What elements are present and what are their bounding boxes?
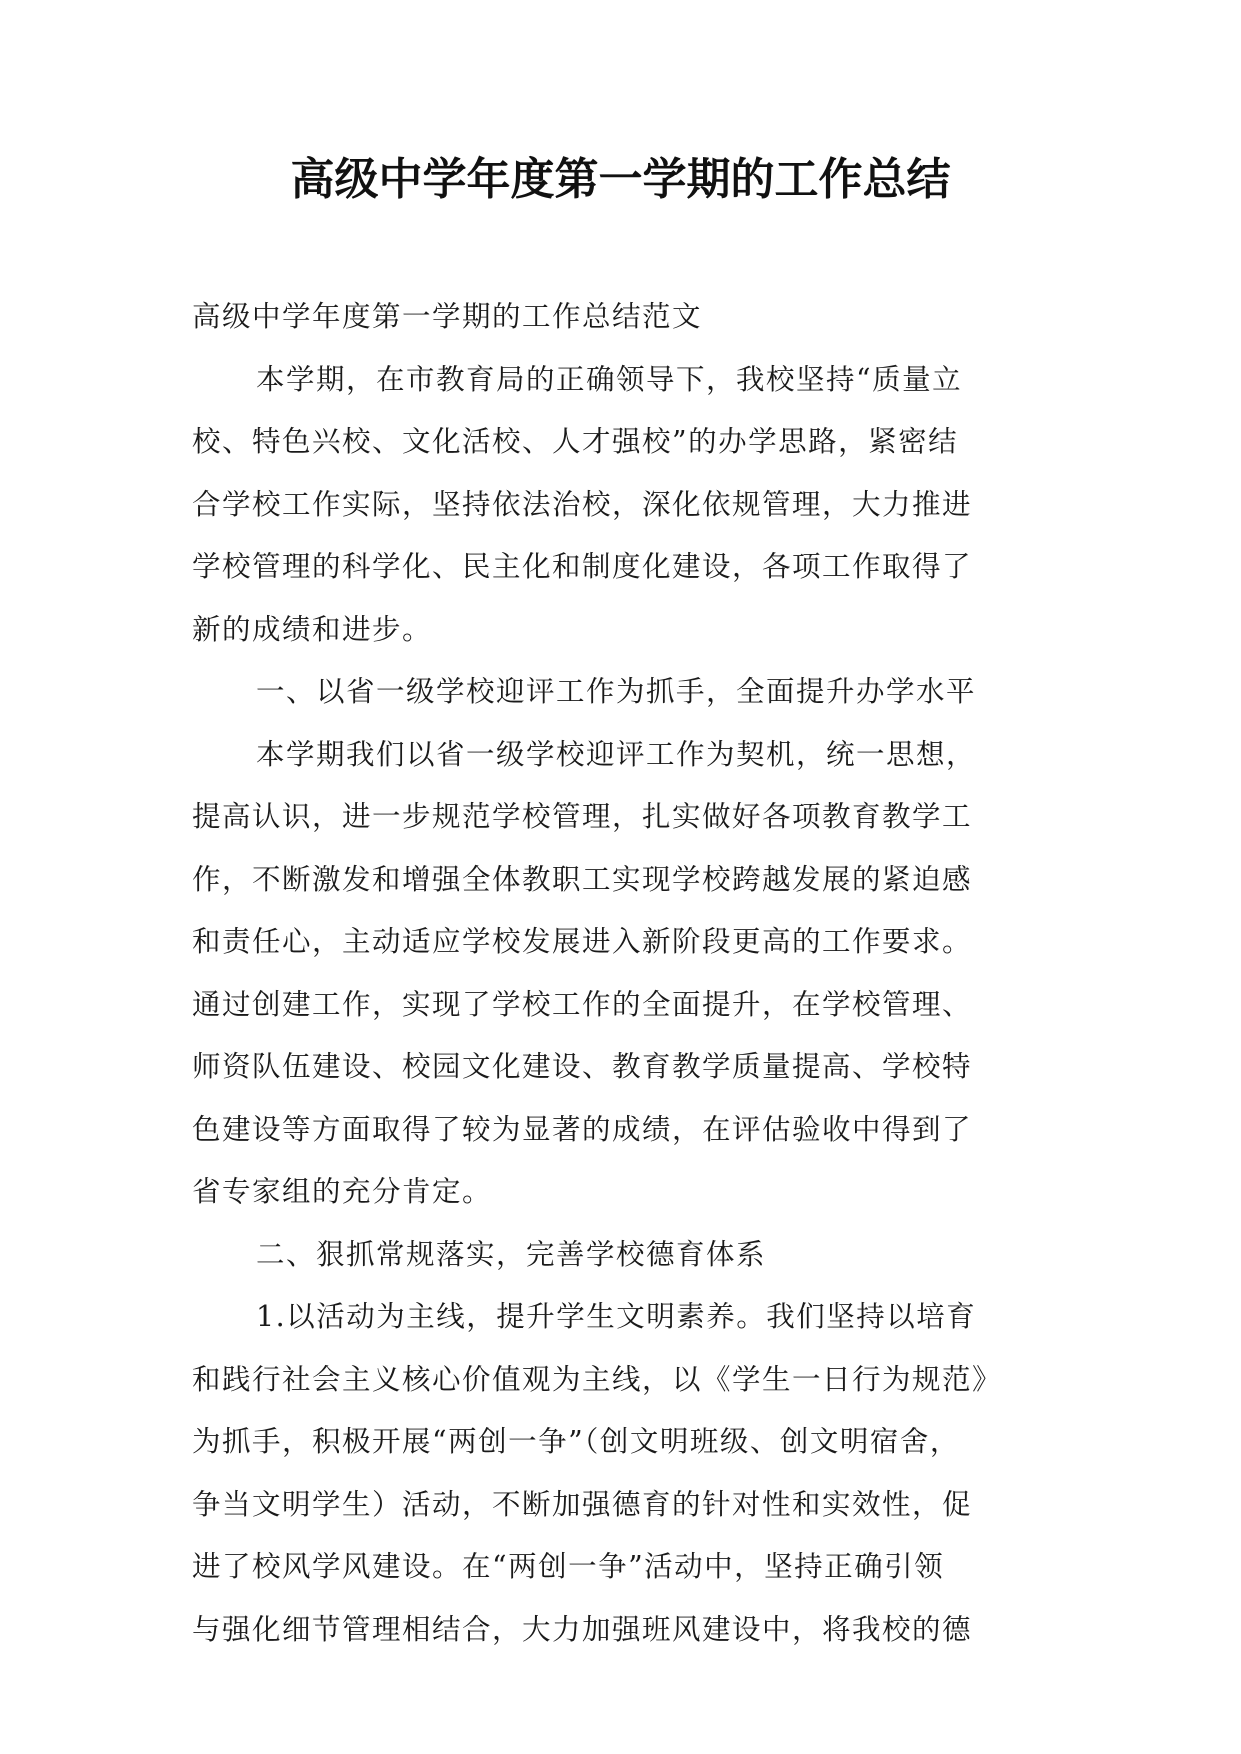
paragraph-line: 学校管理的科学化、民主化和制度化建设，各项工作取得了 [192,550,973,583]
paragraph-line: 校、特色兴校、文化活校、人才强校”的办学思路，紧密结 [192,425,959,458]
document-body [192,286,1068,1661]
paragraph-line: 色建设等方面取得了较为显著的成绩，在评估验收中得到了 [192,1112,973,1146]
paragraph-line: 作，不断激发和增强全体教职工实现学校跨越发展的紧迫感 [192,862,973,896]
paragraph-line: 和践行社会主义核心价值观为主线，以《学生一日行为规范》 [192,1362,1003,1396]
paragraph-line: 与强化细节管理相结合，大力加强班风建设中，将我校的德 [192,1612,973,1646]
section-heading-1: 一、以省一级学校迎评工作为抓手，全面提升办学水平 [256,675,977,708]
paragraph-line: 本学期我们以省一级学校迎评工作为契机，统一思想， [256,737,977,771]
paragraph-line: 新的成绩和进步。 [192,612,433,646]
paragraph-line: 本学期，在市教育局的正确领导下，我校坚持“质量立 [256,362,963,396]
paragraph-line: 进了校风学风建设。在“两创一争”活动中，坚持正确引领 [192,1550,945,1583]
paragraph-line: 省专家组的充分肯定。 [192,1175,493,1208]
paragraph-line: 为抓手，积极开展“两创一争”（创文明班级、创文明宿舍， [192,1425,960,1458]
paragraph-line: 师资队伍建设、校园文化建设、教育教学质量提高、学校特 [192,1050,973,1083]
subtitle-line: 高级中学年度第一学期的工作总结范文 [192,300,703,333]
document-title: 高级中学年度第一学期的工作总结 [290,154,951,205]
paragraph-line: 1.以活动为主线，提升学生文明素养。我们坚持以培育 [256,1300,977,1333]
paragraph-line: 和责任心，主动适应学校发展进入新阶段更高的工作要求。 [192,925,973,958]
section-heading-2: 二、狠抓常规落实，完善学校德育体系 [256,1237,767,1271]
paragraph-line: 提高认识，进一步规范学校管理，扎实做好各项教育教学工 [192,800,973,833]
paragraph-line: 争当文明学生）活动，不断加强德育的针对性和实效性，促 [192,1487,973,1521]
paragraph-line: 合学校工作实际，坚持依法治校，深化依规管理，大力推进 [192,487,973,521]
paragraph-line: 通过创建工作，实现了学校工作的全面提升，在学校管理、 [192,987,973,1021]
